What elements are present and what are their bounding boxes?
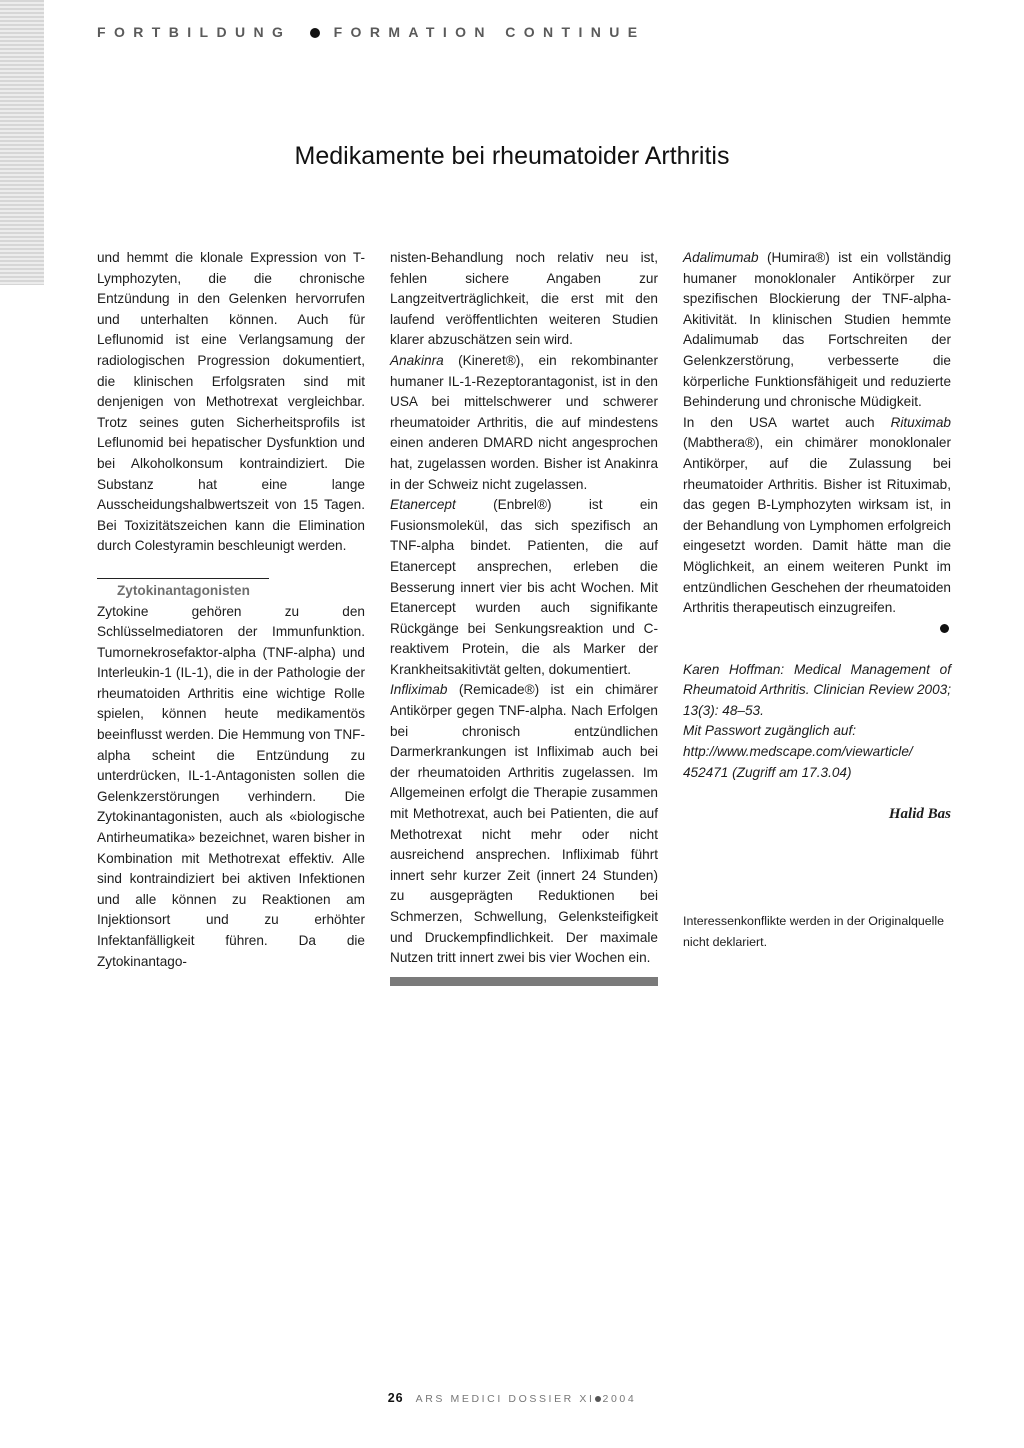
page-number: 26 xyxy=(387,1391,404,1405)
col2-paragraph-anakinra xyxy=(390,351,658,495)
footer-bullet-icon xyxy=(595,1396,601,1402)
drug-name-adalimumab: Adalimumab xyxy=(683,250,759,265)
anakinra-text: (Kineret®), ein rekombinanter humaner IL-1-Rezeptorantagonist, ist in den USA bei mittelschwerer und schwerer rheumatoider Arthritis, die auf mindestens einen anderen DMARD nicht angesprochen hat, zugelassen worden. Bisher ist Anakinra in der Schweiz nicht zugelassen. xyxy=(390,352,658,492)
usa-text-a: In den USA wartet auch xyxy=(683,414,891,430)
reference-citation: Karen Hoffman: Medical Management of Rheumatoid Arthritis. Clinician Review 2003; 13(3): 48–53. xyxy=(683,661,951,718)
drug-name-etanercept: Etanercept xyxy=(390,497,456,513)
header-bullet-icon xyxy=(310,28,320,38)
drug-name-infliximab: Infliximab xyxy=(390,682,448,698)
col3-paragraph-adalimumab xyxy=(683,248,951,413)
column-3 xyxy=(683,248,951,825)
end-of-article-marker xyxy=(683,619,951,639)
journal-name: ARS MEDICI DOSSIER XI xyxy=(415,1393,595,1405)
author-name: Halid Bas xyxy=(888,806,951,823)
col3-paragraph-rituximab xyxy=(683,413,951,619)
col1-paragraph-1: und hemmt die klonale Expression von T-Lymphozyten, die die chronische Entzündung in den Gelenken hervorrufen und unterhalten können. Auch für Leflunomid ist eine Verlangsamung der radiologischen Progression dokumentiert, die klinischen Erfolgsraten sind mit denjenigen von Methotrexat vergleichbar. Trotz seines guten Sicherheitsprofils ist Leflunomid bei hepatischer Dysfunktion und bei Alkoholkonsum kontraindiziert. Die Substanz hat eine lange Ausscheidungshalbwertszeit von 15 Tagen. Bei Toxizitätszeichen kann die Elimination durch Colestyramin beschleunigt werden. xyxy=(97,250,365,554)
journal-year: 2004 xyxy=(602,1393,637,1405)
conflict-of-interest-note: Interessenkonflikte werden in der Originalquelle nicht deklariert. xyxy=(683,914,945,949)
drug-name-anakinra: Anakinra xyxy=(390,352,444,368)
col1-paragraph-2: Zytokine gehören zu den Schlüsselmediatoren der Immunfunktion. Tumornekrosefaktor-alpha (TNF-alpha) und Interleukin-1 (IL-1), die in der Pathologie der rheumatoiden Arthritis eine wichtige Rolle spielen, können heute medikamentös beeinflusst werden. Die Hemmung von TNF-alpha scheint die Entzündung zu unterdrücken, IL-1-Antagonisten sollen die Gelenkzerstörungen verhindern. Die Zytokinantagonisten, auch als «biologische Antirheumatika» bezeichnet, waren bisher in Kombination mit Methotrexat effektiv. Alle sind kontraindiziert bei aktiven Infektionen und alle können zu Reaktionen am Injektionsort und zu erhöhter Infektanfälligkeit führen. Da die Zytokinantago- xyxy=(97,603,365,969)
adalimumab-text: (Humira®) ist ein vollständig humaner monoklonaler Antikörper zur spezifischen Blockierung der TNF-alpha-Akitivität. In klinischen Studien hemmte Adalimumab das Fortschreiten der Gelenkzerstörung, verbesserte die körperliche Funktionsfähigeit und reduzierte Behinderung und chronische Müdigkeit. xyxy=(683,250,951,410)
column-2 xyxy=(390,248,658,969)
subheading-zytokinantagonisten: Zytokinantagonisten xyxy=(97,578,269,602)
col2-paragraph-1: nisten-Behandlung noch relativ neu ist, fehlen sichere Angaben zur Langzeitverträglichkeit, die erst mit den laufend veröffentlichten weiteren Studien klarer abzuschätzen sein wird. xyxy=(390,250,658,348)
usa-text-b: (Mabthera®), ein chimärer monoklonaler Antikörper, auf die Zulassung bei rheumatoider Arthritis. Bisher ist Rituximab, das gegen B-Lymphozyten wirksam ist, in der Behandlung von Lymphomen erfolgreich eingesetzt worden. Damit hätte man die Möglichkeit, an einem weiteren Punkt im entzündlichen Geschehen der rheumatoiden Arthritis therapeutisch einzugreifen. xyxy=(683,435,951,616)
infliximab-text: (Remicade®) ist ein chimärer Antikörper gegen TNF-alpha. Nach Erfolgen bei chronisch entzündlichen Darmerkrankungen ist Infliximab auch bei der rheumatoiden Arthritis zugelassen. Im Allgemeinen erfolgt die Therapie zusammen mit Methotrexat, auch bei Patienten, die auf Methotrexat nicht mehr oder nicht ausreichend ansprechen. Infliximab führt innert sehr kurzer Zeit (innert 24 Stunden) zu ausgeprägten Reduktionen bei Schmerzen, Schwellung, Gelenksteifigkeit und Druckempfindlichkeit. Der maximale Nutzen tritt innert zwei bis vier Wochen ein. xyxy=(390,682,658,966)
page-footer xyxy=(0,1391,1024,1405)
col2-paragraph-etanercept xyxy=(390,495,658,680)
column-1 xyxy=(97,248,365,972)
section-header xyxy=(97,24,797,40)
col2-paragraph-infliximab xyxy=(390,680,658,968)
header-right: FORMATION CONTINUE xyxy=(333,24,646,40)
header-left: FORTBILDUNG xyxy=(97,24,292,40)
reference-block xyxy=(683,660,951,784)
column-end-bar xyxy=(390,977,658,986)
drug-name-rituximab: Rituximab xyxy=(890,414,951,430)
end-bullet-icon xyxy=(940,624,949,633)
etanercept-text: (Enbrel®) ist ein Fusionsmolekül, das sich spezifisch an TNF-alpha bindet. Patienten, die auf Etanercept ansprechen, erleben die Besserung innert vier bis acht Wochen. Mit Etanercept wurden auch signifikante Rückgänge bei Senkungsreaktion und C-reaktivem Protein, die als Marker der Krankheitsakitivtät gelten, dokumentiert. xyxy=(390,497,658,677)
reference-url-line-2: 452471 (Zugriff am 17.3.04) xyxy=(683,764,852,780)
reference-access-note: Mit Passwort zugänglich auf: xyxy=(683,723,857,739)
article-title: Medikamente bei rheumatoider Arthritis xyxy=(294,142,730,170)
reference-url-line-1: http://www.medscape.com/viewarticle/ xyxy=(683,744,913,760)
